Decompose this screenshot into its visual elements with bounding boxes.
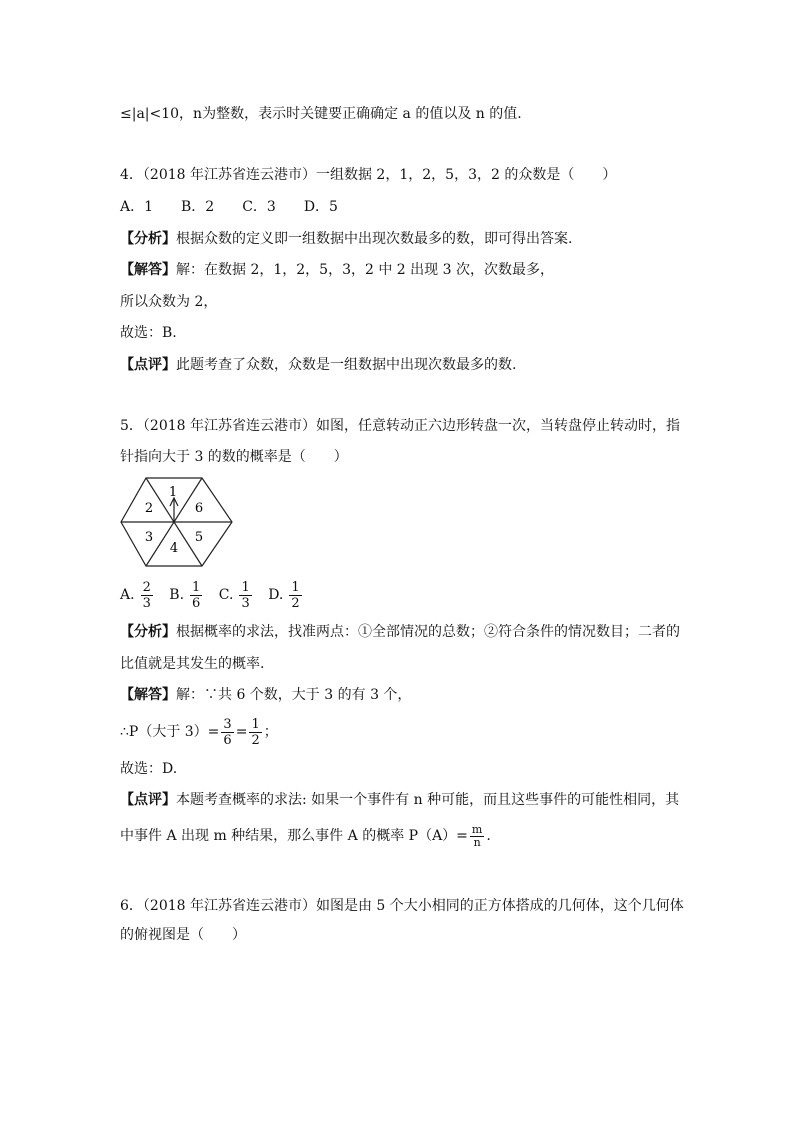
sector-number-5: 5	[194, 530, 204, 545]
option-d	[268, 578, 303, 612]
numerator: 1	[291, 579, 300, 595]
comment-text: 本题考查概率的求法: 如果一个事件有 n 种可能，而且这些事件的可能性相同，其	[176, 792, 680, 808]
denominator: 6	[192, 595, 201, 611]
denominator: 3	[241, 595, 250, 611]
fraction	[470, 824, 484, 849]
q4-answer	[120, 260, 554, 280]
denominator: n	[473, 835, 481, 849]
q4-analysis	[120, 229, 572, 249]
q5-comment-line2	[120, 818, 491, 854]
numerator: 2	[142, 579, 151, 595]
q4-comment	[120, 355, 516, 375]
answer-text: 解：∵共 6 个数，大于 3 的有 3 个，	[176, 687, 412, 703]
sector-number-3: 3	[144, 530, 154, 545]
q4-choose: 故选：B.	[120, 325, 177, 341]
fraction	[141, 580, 153, 611]
q5-analysis-line2: 比值就是其发生的概率.	[120, 656, 265, 672]
answer-tag: 【解答】	[120, 262, 176, 278]
q5-stem-line1: 5．（2018 年江苏省连云港市）如图，任意转动正六边形转盘一次，当转盘停止转动时，指	[120, 418, 680, 434]
analysis-tag: 【分析】	[120, 624, 176, 640]
comment-tag: 【点评】	[120, 357, 176, 373]
fraction	[190, 580, 202, 611]
sector-number-2: 2	[144, 501, 154, 516]
answer-tag: 【解答】	[120, 687, 176, 703]
analysis-text: 根据众数的定义即一组数据中出现次数最多的数，即可得出答案.	[176, 231, 573, 247]
comment-suffix: .	[486, 828, 491, 844]
sector-number-1: 1	[168, 485, 178, 500]
numerator: 3	[223, 716, 232, 732]
option-label: B.	[169, 587, 185, 603]
previous-answer-tail: ≤|a|<10，n为整数，表示时关键要正确确定 a 的值以及 n 的值.	[120, 106, 522, 122]
answer-text: 解：在数据 2，1，2，5，3，2 中 2 出现 3 次，次数最多，	[176, 262, 554, 278]
option-label: D.	[268, 587, 284, 603]
numerator: 1	[192, 579, 201, 595]
option-label: A.	[120, 587, 135, 603]
denominator: 2	[291, 595, 300, 611]
hexagon-spinner-figure	[118, 476, 236, 570]
option-c	[219, 578, 254, 612]
q5-comment	[120, 790, 679, 810]
q5-choose: 故选：D.	[120, 761, 178, 777]
q5-stem-line2: 针指向大于 3 的数的概率是（ ）	[120, 449, 348, 465]
q4-answer-line2: 所以众数为 2，	[120, 294, 218, 310]
analysis-tag: 【分析】	[120, 231, 176, 247]
q4-options: A．1 B．2 C．3 D．5	[120, 199, 338, 215]
option-label: C.	[218, 587, 234, 603]
sector-number-4: 4	[169, 541, 179, 556]
q5-analysis	[120, 622, 680, 642]
q6-stem-line1: 6．（2018 年江苏省连云港市）如图是由 5 个大小相同的正方体搭成的几何体，这个几何体	[120, 898, 684, 914]
comment-tag: 【点评】	[120, 792, 176, 808]
comment-text: 此题考查了众数，众数是一组数据中出现次数最多的数.	[176, 357, 517, 373]
q5-options	[120, 578, 314, 612]
sector-number-6: 6	[194, 501, 204, 516]
option-b	[169, 578, 204, 612]
numerator: 1	[241, 579, 250, 595]
numerator: m	[471, 822, 483, 836]
q5-answer-formula	[120, 714, 278, 750]
fraction	[249, 717, 261, 748]
analysis-text: 根据概率的求法，找准两点：①全部情况的总数；②符合条件的情况数目；二者的	[176, 624, 680, 640]
denominator: 2	[251, 732, 260, 748]
q4-stem: 4．（2018 年江苏省连云港市）一组数据 2，1，2，5，3，2 的众数是（ ）	[120, 167, 617, 183]
denominator: 3	[142, 595, 151, 611]
q6-stem-line2: 的俯视图是（ ）	[120, 927, 246, 943]
formula-suffix: ；	[263, 724, 278, 740]
formula-prefix: ∴P（大于 3）=	[120, 724, 220, 740]
comment-prefix: 中事件 A 出现 m 种结果，那么事件 A 的概率 P（A）=	[120, 828, 468, 844]
fraction	[239, 580, 251, 611]
equals-sign: =	[235, 724, 248, 740]
q5-answer	[120, 685, 411, 705]
option-a	[120, 578, 155, 612]
fraction	[289, 580, 301, 611]
denominator: 6	[223, 732, 232, 748]
numerator: 1	[251, 716, 260, 732]
fraction	[221, 717, 233, 748]
